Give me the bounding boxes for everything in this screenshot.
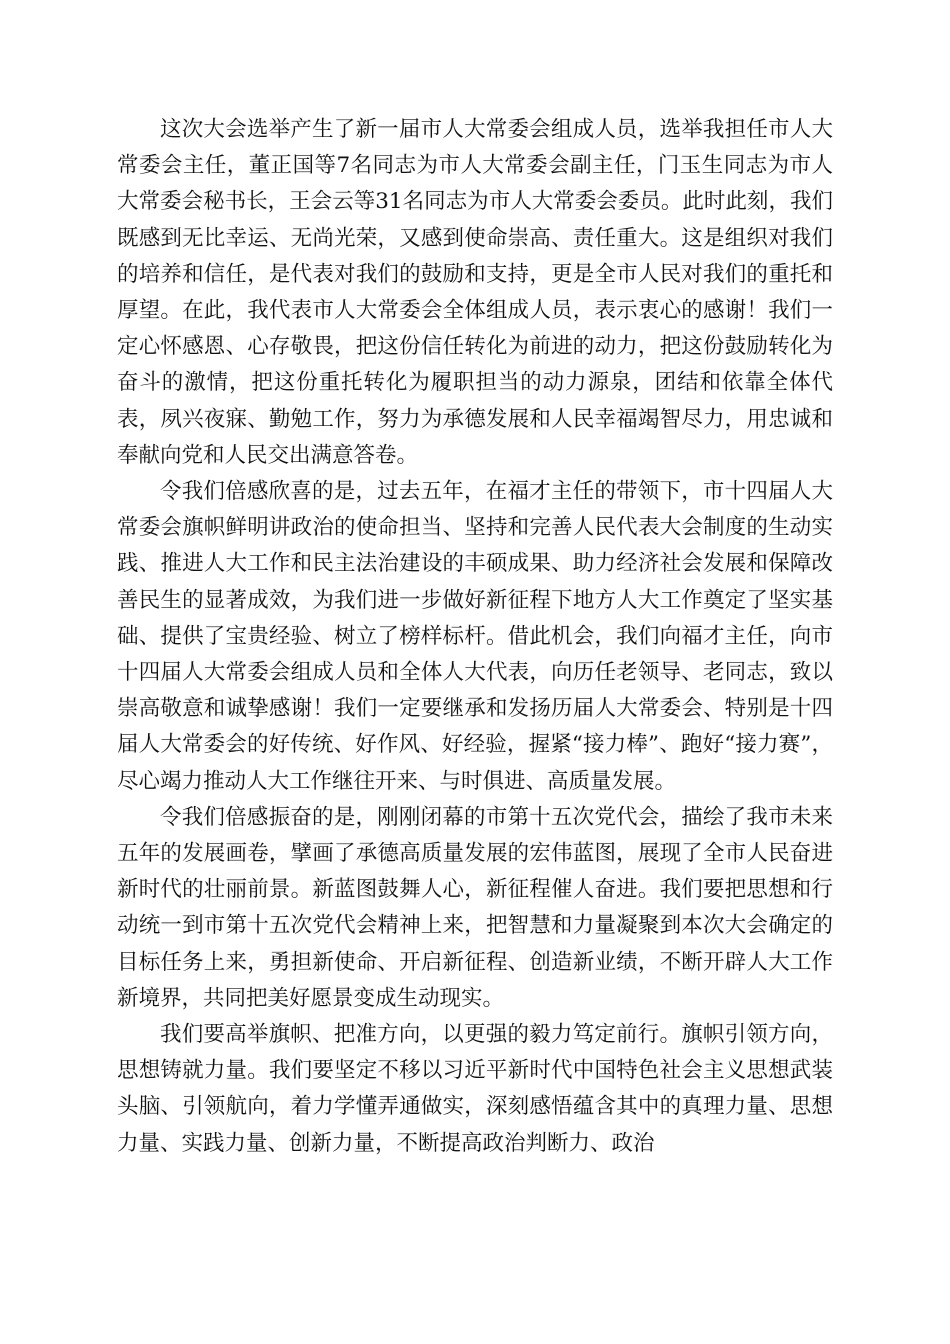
- paragraph-1: 这次大会选举产生了新一届市人大常委会组成人员，选举我担任市人大常委会主任，董正国等7名同志为市人大常委会副主任，门玉生同志为市人大常委会秘书长，王会云等31名同志为市人大常委会委员。此时此刻，我们既感到无比幸运、无尚光荣，又感到使命崇高、责任重大。这是组织对我们的培养和信任，是代表对我们的鼓励和支持，更是全市人民对我们的重托和厚望。在此，我代表市人大常委会全体组成人员，表示衷心的感谢！我们一定心怀感恩、心存敬畏，把这份信任转化为前进的动力，把这份鼓励转化为奋斗的激情，把这份重托转化为履职担当的动力源泉，团结和依靠全体代表，夙兴夜寐、勤勉工作，努力为承德发展和人民幸福竭智尽力，用忠诚和奉献向党和人民交出满意答卷。: [117, 117, 833, 468]
- paragraph-4: 我们要高举旗帜、把准方向，以更强的毅力笃定前行。旗帜引领方向，思想铸就力量。我们要坚定不移以习近平新时代中国特色社会主义思想武装头脑、引领航向，着力学懂弄通做实，深刻感悟蕴含其中的真理力量、思想力量、实践力量、创新力量，不断提高政治判断力、政治: [117, 1022, 833, 1156]
- paragraph-2: 令我们倍感欣喜的是，过去五年，在福才主任的带领下，市十四届人大常委会旗帜鲜明讲政治的使命担当、坚持和完善人民代表大会制度的生动实践、推进人大工作和民主法治建设的丰硕成果、助力经济社会发展和保障改善民生的显著成效，为我们进一步做好新征程下地方人大工作奠定了坚实基础、提供了宝贵经验、树立了榜样标杆。借此机会，我们向福才主任，向市十四届人大常委会组成人员和全体人大代表，向历任老领导、老同志，致以崇高敬意和诚挚感谢！我们一定要继承和发扬历届人大常委会、特别是十四届人大常委会的好传统、好作风、好经验，握紧“接力棒”、跑好“接力赛”，尽心竭力推动人大工作继往开来、与时俱进、高质量发展。: [117, 479, 833, 794]
- document-body: [117, 112, 833, 1162]
- paragraph-3: 令我们倍感振奋的是，刚刚闭幕的市第十五次党代会，描绘了我市未来五年的发展画卷，擘画了承德高质量发展的宏伟蓝图，展现了全市人民奋进新时代的壮丽前景。新蓝图鼓舞人心，新征程催人奋进。我们要把思想和行动统一到市第十五次党代会精神上来，把智慧和力量凝聚到本次大会确定的目标任务上来，勇担新使命、开启新征程、创造新业绩，不断开辟人大工作新境界，共同把美好愿景变成生动现实。: [117, 804, 833, 1011]
